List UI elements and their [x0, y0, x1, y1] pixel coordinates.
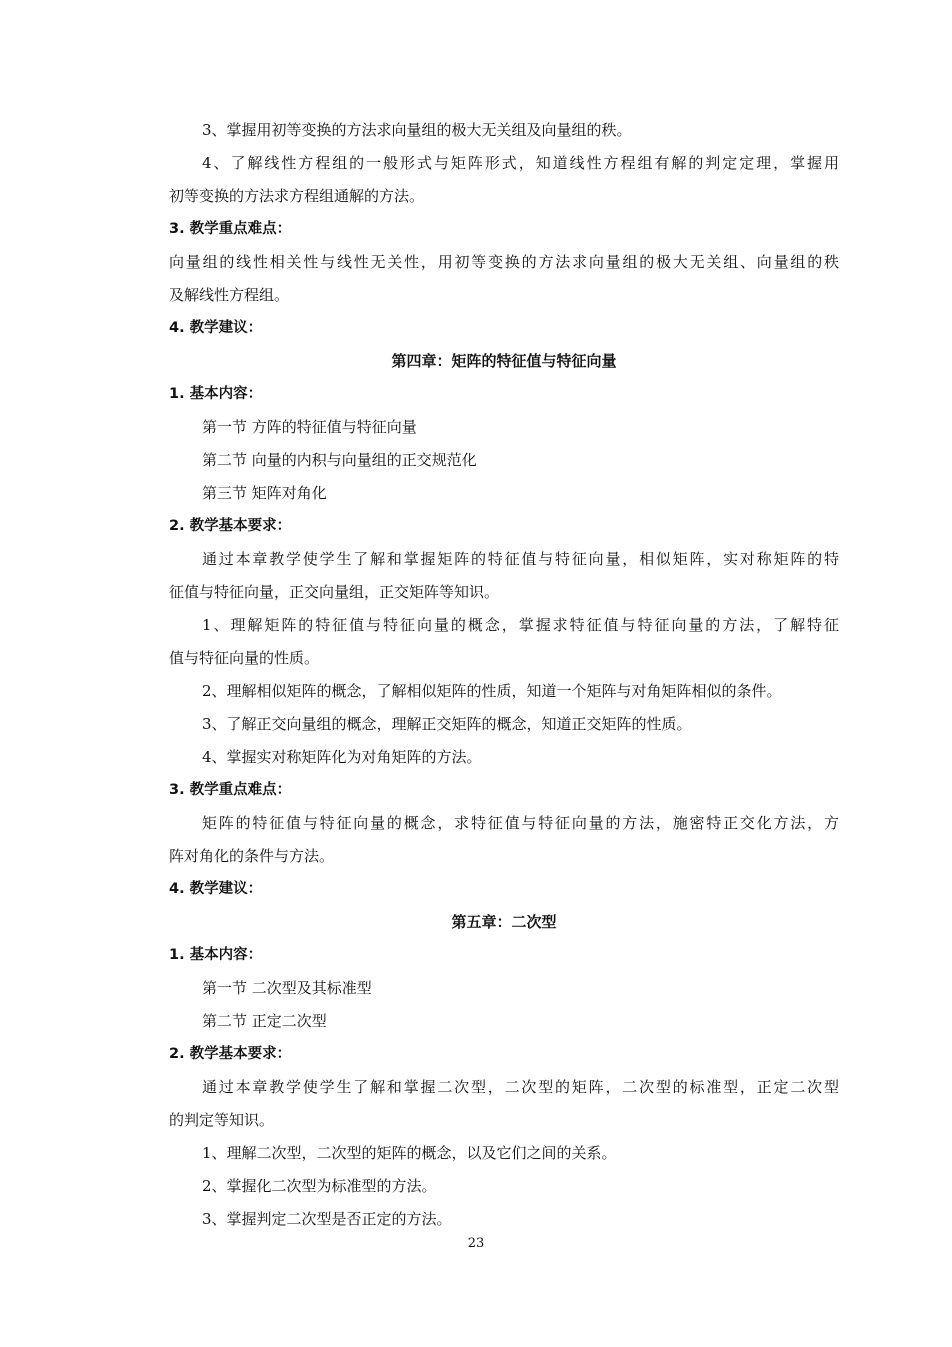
paragraph-line: 1、理解二次型，二次型的矩阵的概念，以及它们之间的关系。 [202, 1144, 617, 1162]
paragraph-line: 值与特征向量的性质。 [169, 649, 320, 667]
subsection-item: 第一节 二次型及其标准型 [202, 979, 372, 997]
section-heading: 1. 基本内容： [169, 947, 263, 963]
paragraph-line: 通过本章教学使学生了解和掌握矩阵的特征值与特征向量，相似矩阵，实对称矩阵的特 [202, 550, 839, 568]
section-heading: 3. 教学重点难点： [169, 782, 292, 798]
paragraph-line: 通过本章教学使学生了解和掌握二次型，二次型的矩阵，二次型的标准型，正定二次型 [202, 1078, 839, 1096]
page-number: 23 [467, 1236, 485, 1251]
paragraph-line: 3、了解正交向量组的概念，理解正交矩阵的概念，知道正交矩阵的性质。 [202, 715, 692, 733]
chapter-title: 第五章：二次型 [451, 913, 557, 931]
paragraph-line: 4、掌握实对称矩阵化为对角矩阵的方法。 [202, 748, 482, 766]
paragraph-line: 1、理解矩阵的特征值与特征向量的概念，掌握求特征值与特征向量的方法，了解特征 [202, 616, 839, 634]
section-heading: 1. 基本内容： [169, 386, 263, 402]
section-heading: 4. 教学建议： [169, 320, 263, 336]
paragraph-line: 4、了解线性方程组的一般形式与矩阵形式，知道线性方程组有解的判定定理，掌握用 [202, 154, 839, 172]
subsection-item: 第二节 向量的内积与向量组的正交规范化 [202, 451, 477, 469]
section-heading: 2. 教学基本要求： [169, 518, 292, 534]
paragraph-line: 阵对角化的条件与方法。 [169, 847, 335, 865]
section-heading: 4. 教学建议： [169, 881, 263, 897]
paragraph-line: 2、掌握化二次型为标准型的方法。 [202, 1177, 437, 1195]
paragraph-line: 的判定等知识。 [169, 1111, 275, 1129]
paragraph-line: 矩阵的特征值与特征向量的概念，求特征值与特征向量的方法，施密特正交化方法，方 [202, 814, 839, 832]
chapter-title: 第四章：矩阵的特征值与特征向量 [391, 352, 617, 370]
subsection-item: 第二节 正定二次型 [202, 1012, 327, 1030]
section-heading: 3. 教学重点难点： [169, 221, 292, 237]
paragraph-line: 向量组的线性相关性与线性无关性，用初等变换的方法求向量组的极大无关组、向量组的秩 [169, 253, 839, 271]
subsection-item: 第三节 矩阵对角化 [202, 484, 327, 502]
paragraph-line: 2、理解相似矩阵的概念，了解相似矩阵的性质，知道一个矩阵与对角矩阵相似的条件。 [202, 682, 782, 700]
paragraph-line: 及解线性方程组。 [169, 286, 290, 304]
page-content [169, 114, 839, 1236]
section-heading: 2. 教学基本要求： [169, 1046, 292, 1062]
subsection-item: 第一节 方阵的特征值与特征向量 [202, 418, 417, 436]
paragraph-line: 征值与特征向量，正交向量组，正交矩阵等知识。 [169, 583, 500, 601]
paragraph-line: 3、掌握用初等变换的方法求向量组的极大无关组及向量组的秩。 [202, 121, 632, 139]
paragraph-line: 初等变换的方法求方程组通解的方法。 [169, 187, 425, 205]
paragraph-line: 3、掌握判定二次型是否正定的方法。 [202, 1210, 452, 1228]
